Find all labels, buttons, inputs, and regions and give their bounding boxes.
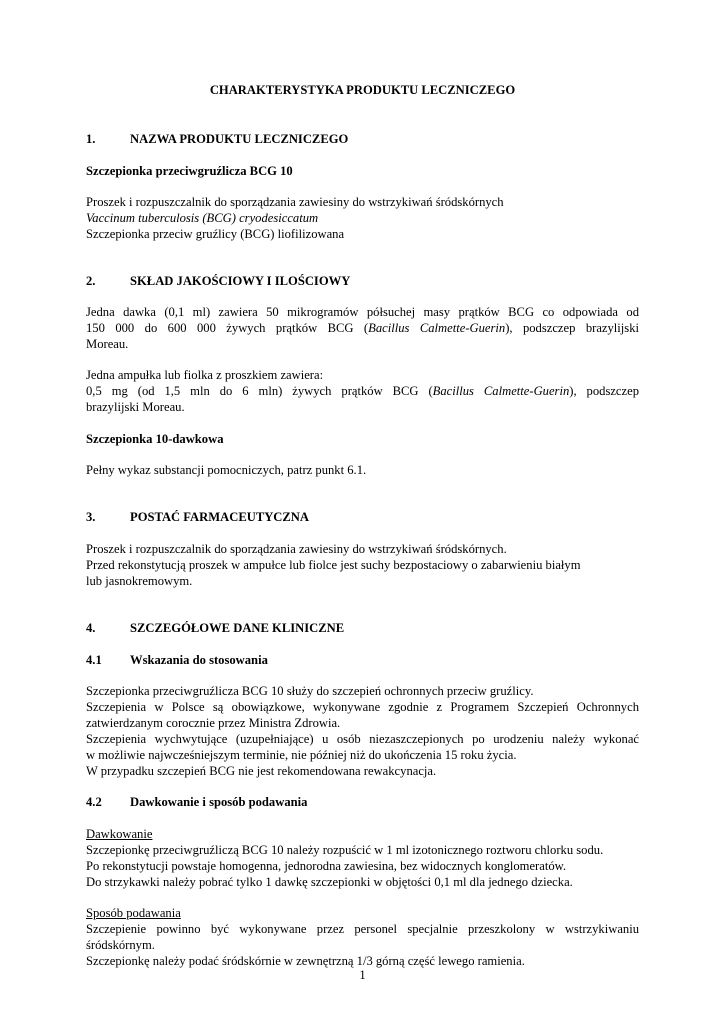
s2-p2-line-2-c: ), podszczep <box>569 384 639 398</box>
section-1-heading: NAZWA PRODUKTU LECZNICZEGO <box>130 132 349 146</box>
s2-p1-line-2-c: ), podszczep brazylijski <box>505 321 639 335</box>
s41-line-6: W przypadku szczepień BCG nie jest rekomendowana rewakcynacja. <box>86 764 437 778</box>
section-4-1-number: 4.1 <box>86 653 102 667</box>
product-name: Szczepionka przeciwgruźlicza BCG 10 <box>86 164 293 178</box>
dawkowanie-line-1: Szczepionkę przeciwgruźliczą BCG 10 należy rozpuścić w 1 ml izotonicznego roztworu chlorku sodu. <box>86 843 604 857</box>
s41-line-3: zatwierdzanym corocznie przez Ministra Zdrowia. <box>86 716 341 730</box>
s2-p1-line-2 <box>86 320 639 336</box>
sposob-podawania-heading: Sposób podawania <box>86 906 181 920</box>
sposob-line-3: Szczepionkę należy podać śródskórnie w zewnętrzną 1/3 górną część lewego ramienia. <box>86 954 525 968</box>
section-4-number: 4. <box>86 621 96 635</box>
s3-line-1: Proszek i rozpuszczalnik do sporządzania zawiesiny do wstrzykiwań śródskórnych. <box>86 542 507 556</box>
s2-p1-line-2-italic: Bacillus Calmette-Guerin <box>368 321 506 335</box>
s41-line-1: Szczepionka przeciwgruźlicza BCG 10 służy do szczepień ochronnych przeciw gruźlicy. <box>86 684 534 698</box>
s3-line-3: lub jasnokremowym. <box>86 574 193 588</box>
s2-p2-line-2-a: 0,5 mg (od 1,5 mln do 6 mln) żywych prątków BCG ( <box>86 384 433 398</box>
section-3-number: 3. <box>86 510 96 524</box>
dawkowanie-line-2: Po rekonstytucji powstaje homogenna, jednorodna zawiesina, bez widocznych konglomeratów. <box>86 859 567 873</box>
s2-p1-line-1: Jedna dawka (0,1 ml) zawiera 50 mikrogramów półsuchej masy prątków BCG co odpowiada od <box>86 305 639 319</box>
s41-line-5: w możliwie najwcześniejszym terminie, nie później niż do ukończenia 15 roku życia. <box>86 748 517 762</box>
section-3-heading: POSTAĆ FARMACEUTYCZNA <box>130 510 309 524</box>
s41-line-4: Szczepienia wychwytujące (uzupełniające) u osób niezaszczepionych po urodzeniu należy wykonać <box>86 732 639 746</box>
s2-p2-line-3: brazylijski Moreau. <box>86 400 185 414</box>
s2-p3: Pełny wykaz substancji pomocniczych, patrz punkt 6.1. <box>86 463 367 477</box>
s1-line-3: Szczepionka przeciw gruźlicy (BCG) liofilizowana <box>86 227 345 241</box>
section-1-number: 1. <box>86 132 96 146</box>
s2-p2-line-2 <box>86 383 639 399</box>
dawkowanie-line-3: Do strzykawki należy pobrać tylko 1 dawkę szczepionki w objętości 0,1 ml dla jednego dziecka. <box>86 875 573 889</box>
s2-bold-line: Szczepionka 10-dawkowa <box>86 432 224 446</box>
section-2-heading: SKŁAD JAKOŚCIOWY I ILOŚCIOWY <box>130 274 351 288</box>
sposob-line-1: Szczepienie powinno być wykonywane przez personel specjalnie przeszkolony w wstrzykiwaniu <box>86 922 639 936</box>
document-title: CHARAKTERYSTYKA PRODUKTU LECZNICZEGO <box>209 83 516 97</box>
dawkowanie-heading: Dawkowanie <box>86 827 153 841</box>
page-number: 1 <box>359 968 366 982</box>
section-4-2-number: 4.2 <box>86 795 102 809</box>
s2-p2-line-1: Jedna ampułka lub fiolka z proszkiem zawiera: <box>86 368 324 382</box>
section-4-2-heading: Dawkowanie i sposób podawania <box>130 795 308 809</box>
section-4-heading: SZCZEGÓŁOWE DANE KLINICZNE <box>130 621 345 635</box>
section-4-1-heading: Wskazania do stosowania <box>130 653 268 667</box>
s1-line-1: Proszek i rozpuszczalnik do sporządzania zawiesiny do wstrzykiwań śródskórnych <box>86 195 504 209</box>
sposob-line-2: śródskórnym. <box>86 938 155 952</box>
section-2-number: 2. <box>86 274 96 288</box>
s2-p1-line-2-a: 150 000 do 600 000 żywych prątków BCG ( <box>86 321 369 335</box>
s2-p2-line-2-italic: Bacillus Calmette-Guerin <box>432 384 570 398</box>
s2-p1-line-3: Moreau. <box>86 337 129 351</box>
s1-line-2: Vaccinum tuberculosis (BCG) cryodesiccatum <box>86 211 319 225</box>
s3-line-2: Przed rekonstytucją proszek w ampułce lub fiolce jest suchy bezpostaciowy o zabarwieniu białym <box>86 558 581 572</box>
s41-line-2: Szczepienia w Polsce są obowiązkowe, wykonywane zgodnie z Programem Szczepień Ochronnych <box>86 700 639 714</box>
